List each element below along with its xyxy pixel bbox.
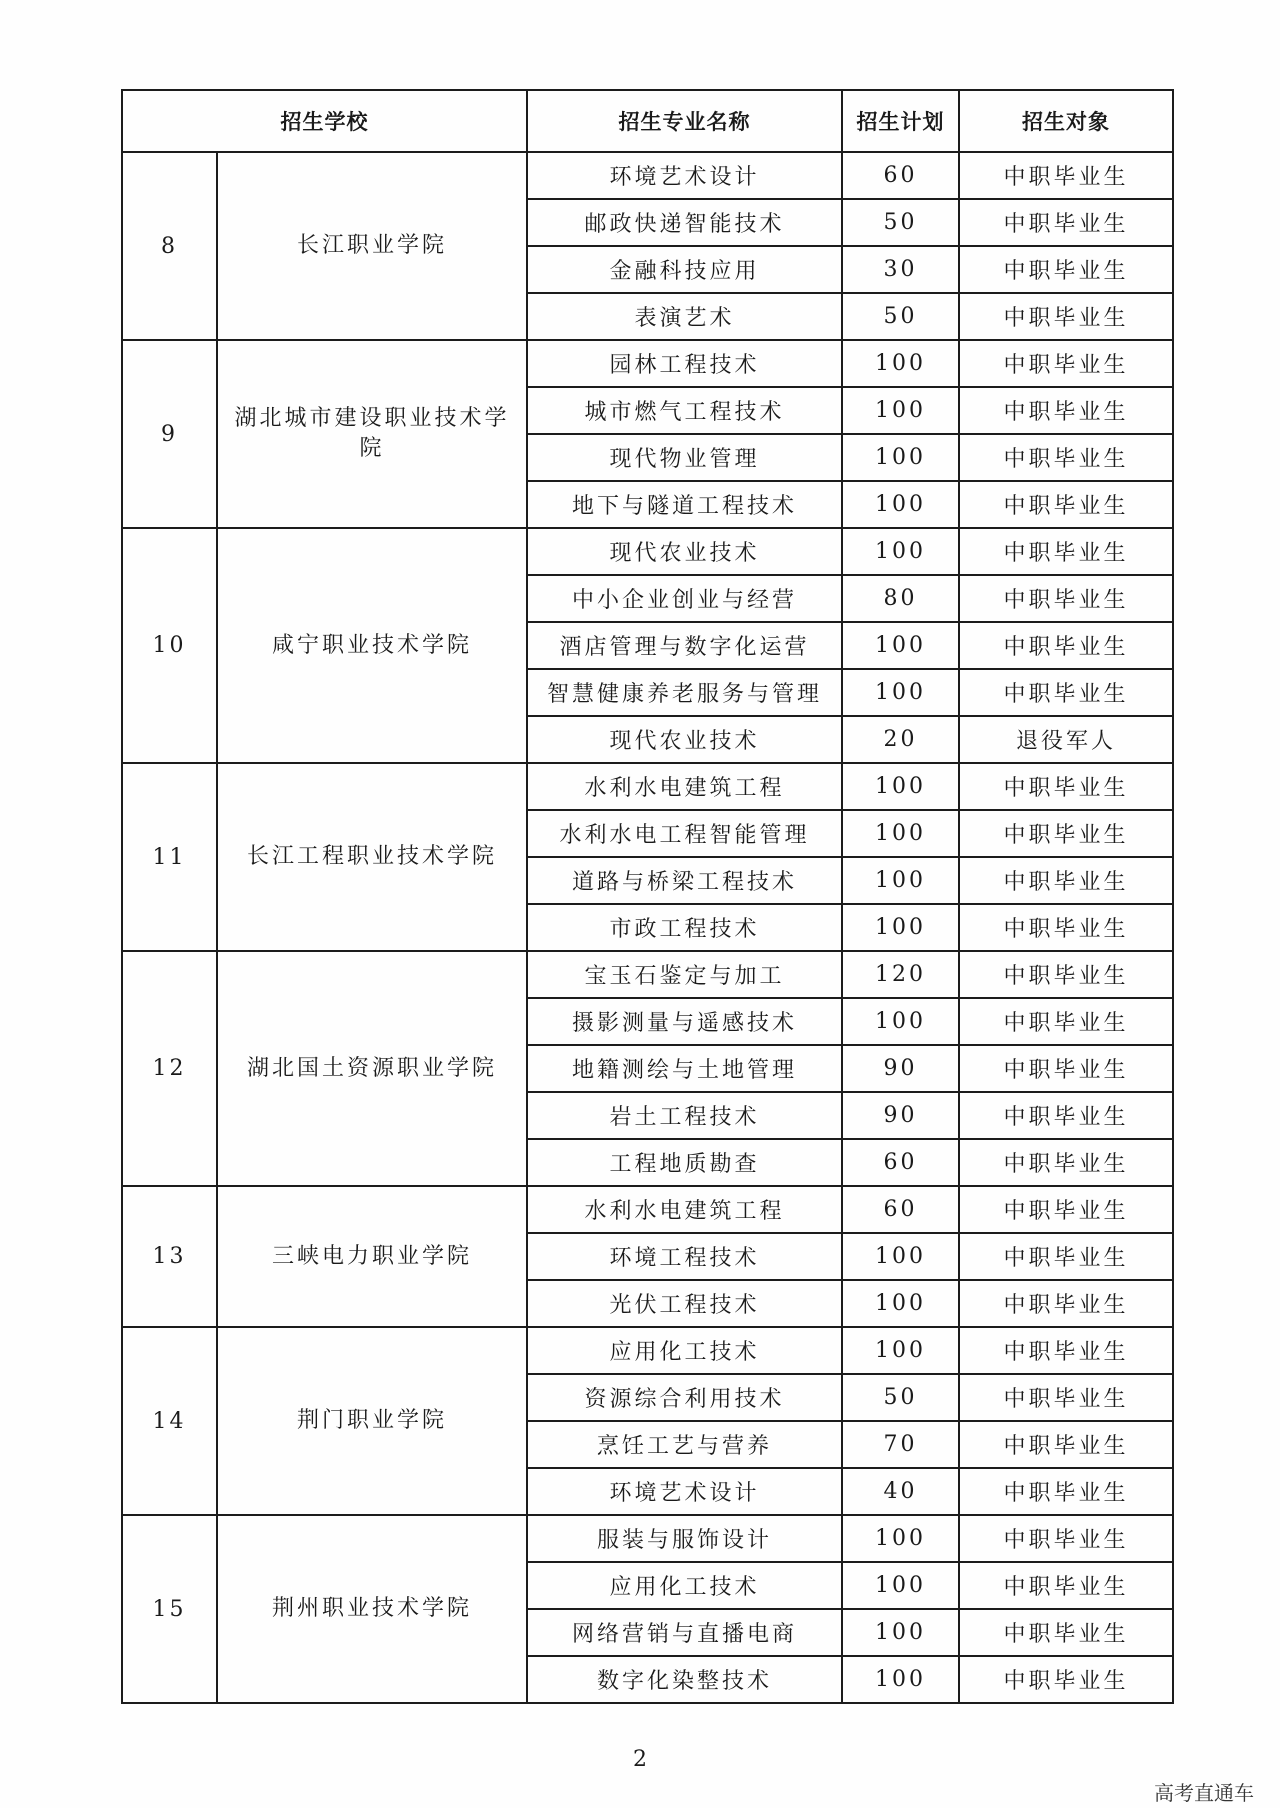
major-name: 金融科技应用 [527,246,842,293]
header-target: 招生对象 [959,90,1173,152]
page-number: 2 [633,1747,647,1772]
major-name: 智慧健康养老服务与管理 [527,669,842,716]
school-name: 湖北国土资源职业学院 [217,951,527,1186]
major-name: 宝玉石鉴定与加工 [527,951,842,998]
enrollment-target: 中职毕业生 [959,1186,1173,1233]
major-name: 现代农业技术 [527,528,842,575]
major-name: 应用化工技术 [527,1562,842,1609]
major-name: 园林工程技术 [527,340,842,387]
enrollment-target: 中职毕业生 [959,387,1173,434]
school-number: 15 [122,1515,217,1703]
enrollment-target: 中职毕业生 [959,1233,1173,1280]
header-school: 招生学校 [122,90,527,152]
enrollment-target: 中职毕业生 [959,904,1173,951]
enrollment-target: 中职毕业生 [959,481,1173,528]
school-name: 长江工程职业技术学院 [217,763,527,951]
table-row [122,340,1173,387]
enrollment-count: 100 [842,1233,959,1280]
enrollment-count: 50 [842,199,959,246]
enrollment-count: 90 [842,1045,959,1092]
enrollment-count: 60 [842,1186,959,1233]
enrollment-count: 100 [842,1327,959,1374]
enrollment-target: 中职毕业生 [959,293,1173,340]
major-name: 岩土工程技术 [527,1092,842,1139]
enrollment-count: 50 [842,293,959,340]
enrollment-target: 中职毕业生 [959,246,1173,293]
header-plan: 招生计划 [842,90,959,152]
enrollment-count: 100 [842,998,959,1045]
enrollment-count: 60 [842,1139,959,1186]
enrollment-target: 中职毕业生 [959,669,1173,716]
enrollment-target: 中职毕业生 [959,199,1173,246]
major-name: 水利水电建筑工程 [527,1186,842,1233]
school-number: 14 [122,1327,217,1515]
major-name: 水利水电工程智能管理 [527,810,842,857]
enrollment-count: 100 [842,340,959,387]
enrollment-plan-table [121,89,1174,1704]
enrollment-target: 中职毕业生 [959,528,1173,575]
enrollment-count: 80 [842,575,959,622]
major-name: 地下与隧道工程技术 [527,481,842,528]
enrollment-target: 中职毕业生 [959,857,1173,904]
table-header [122,90,1173,152]
enrollment-count: 100 [842,857,959,904]
school-number: 11 [122,763,217,951]
enrollment-target: 中职毕业生 [959,1421,1173,1468]
enrollment-target: 中职毕业生 [959,998,1173,1045]
school-number: 12 [122,951,217,1186]
enrollment-target: 中职毕业生 [959,152,1173,199]
major-name: 中小企业创业与经营 [527,575,842,622]
major-name: 网络营销与直播电商 [527,1609,842,1656]
table-row [122,763,1173,810]
enrollment-count: 100 [842,763,959,810]
major-name: 市政工程技术 [527,904,842,951]
school-number: 13 [122,1186,217,1327]
school-name: 荆州职业技术学院 [217,1515,527,1703]
watermark-text: 高考直通车 [1154,1781,1254,1805]
enrollment-count: 60 [842,152,959,199]
enrollment-count: 50 [842,1374,959,1421]
enrollment-count: 100 [842,481,959,528]
school-number: 8 [122,152,217,340]
enrollment-count: 100 [842,387,959,434]
enrollment-count: 20 [842,716,959,763]
major-name: 烹饪工艺与营养 [527,1421,842,1468]
enrollment-count: 100 [842,669,959,716]
school-number: 9 [122,340,217,528]
enrollment-target: 退役军人 [959,716,1173,763]
enrollment-count: 100 [842,1656,959,1703]
header-major: 招生专业名称 [527,90,842,152]
enrollment-target: 中职毕业生 [959,434,1173,481]
table-row [122,1327,1173,1374]
major-name: 城市燃气工程技术 [527,387,842,434]
school-name: 三峡电力职业学院 [217,1186,527,1327]
major-name: 地籍测绘与土地管理 [527,1045,842,1092]
enrollment-count: 100 [842,1515,959,1562]
major-name: 现代农业技术 [527,716,842,763]
header-row [122,90,1173,152]
enrollment-target: 中职毕业生 [959,1609,1173,1656]
enrollment-target: 中职毕业生 [959,1656,1173,1703]
school-number: 10 [122,528,217,763]
table-row [122,1186,1173,1233]
major-name: 现代物业管理 [527,434,842,481]
enrollment-target: 中职毕业生 [959,1468,1173,1515]
major-name: 道路与桥梁工程技术 [527,857,842,904]
enrollment-target: 中职毕业生 [959,622,1173,669]
enrollment-target: 中职毕业生 [959,1374,1173,1421]
school-name: 长江职业学院 [217,152,527,340]
enrollment-target: 中职毕业生 [959,1280,1173,1327]
enrollment-target: 中职毕业生 [959,951,1173,998]
enrollment-target: 中职毕业生 [959,1045,1173,1092]
enrollment-count: 100 [842,528,959,575]
enrollment-target: 中职毕业生 [959,763,1173,810]
enrollment-count: 90 [842,1092,959,1139]
enrollment-target: 中职毕业生 [959,1515,1173,1562]
major-name: 环境工程技术 [527,1233,842,1280]
major-name: 表演艺术 [527,293,842,340]
school-name: 荆门职业学院 [217,1327,527,1515]
enrollment-target: 中职毕业生 [959,1327,1173,1374]
enrollment-target: 中职毕业生 [959,575,1173,622]
enrollment-count: 100 [842,1562,959,1609]
major-name: 服装与服饰设计 [527,1515,842,1562]
major-name: 酒店管理与数字化运营 [527,622,842,669]
enrollment-target: 中职毕业生 [959,1092,1173,1139]
table-body [122,152,1173,1703]
table-row [122,1515,1173,1562]
major-name: 摄影测量与遥感技术 [527,998,842,1045]
school-name: 湖北城市建设职业技术学院 [217,340,527,528]
enrollment-count: 100 [842,904,959,951]
enrollment-count: 100 [842,810,959,857]
enrollment-count: 30 [842,246,959,293]
major-name: 光伏工程技术 [527,1280,842,1327]
major-name: 邮政快递智能技术 [527,199,842,246]
enrollment-count: 100 [842,1280,959,1327]
enrollment-count: 40 [842,1468,959,1515]
enrollment-count: 100 [842,434,959,481]
enrollment-target: 中职毕业生 [959,1139,1173,1186]
school-name: 咸宁职业技术学院 [217,528,527,763]
enrollment-count: 70 [842,1421,959,1468]
major-name: 水利水电建筑工程 [527,763,842,810]
table-row [122,528,1173,575]
enrollment-count: 100 [842,1609,959,1656]
major-name: 资源综合利用技术 [527,1374,842,1421]
major-name: 工程地质勘查 [527,1139,842,1186]
major-name: 环境艺术设计 [527,1468,842,1515]
enrollment-target: 中职毕业生 [959,1562,1173,1609]
enrollment-count: 100 [842,622,959,669]
table-row [122,152,1173,199]
major-name: 数字化染整技术 [527,1656,842,1703]
enrollment-count: 120 [842,951,959,998]
major-name: 应用化工技术 [527,1327,842,1374]
major-name: 环境艺术设计 [527,152,842,199]
table-row [122,951,1173,998]
enrollment-target: 中职毕业生 [959,810,1173,857]
enrollment-target: 中职毕业生 [959,340,1173,387]
